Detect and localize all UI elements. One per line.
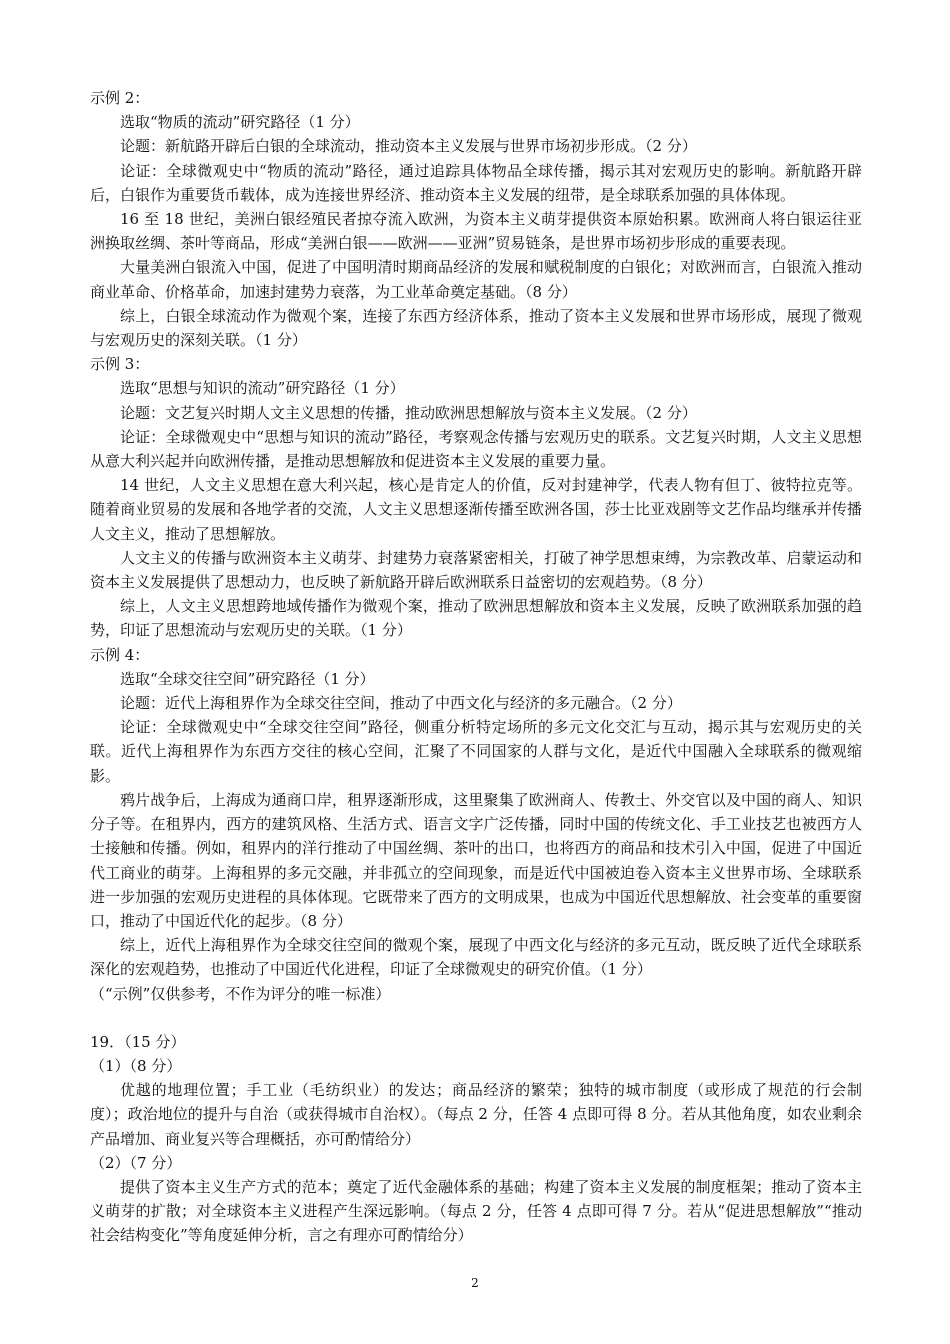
page-number: 2 [471, 1276, 479, 1290]
question-heading: 19．（15 分） [90, 1032, 186, 1051]
argument-paragraph: 16 至 18 世纪，美洲白银经殖民者掠夺流入欧洲，为资本主义萌芽提供资本原始积累。欧洲商人将白银运往亚洲换取丝绸、茶叶等商品，形成“美洲白银——欧洲——亚洲”贸易链条，是世界市场初步形成的重要表现。 [90, 210, 862, 253]
argument-paragraph: 大量美洲白银流入中国，促进了中国明清时期商品经济的发展和赋税制度的白银化；对欧洲而言，白银流入推动商业革命、价格革命，加速封建势力衰落，为工业革命奠定基础。（8 分） [90, 258, 862, 301]
argument-paragraph: 论证：全球微观史中“思想与知识的流动”路径，考察观念传播与宏观历史的联系。文艺复兴时期，人文主义思想从意大利兴起并向欧洲传播，是推动思想解放和促进资本主义发展的重要力量。 [90, 427, 862, 471]
example-heading: 示例 3： [90, 355, 150, 374]
argument-paragraph: 14 世纪，人文主义思想在意大利兴起，核心是肯定人的价值，反对封建神学，代表人物有但丁、彼特拉克等。随着商业贸易的发展和各地学者的交流，人文主义思想逐渐传播至欧洲各国，莎士比亚戏剧等文艺作品均继承并传播人文主义，推动了思想解放。 [90, 476, 862, 543]
argument-paragraph: 人文主义的传播与欧洲资本主义萌芽、封建势力衰落紧密相关，打破了神学思想束缚，为宗教改革、启蒙运动和资本主义发展提供了思想动力，也反映了新航路开辟后欧洲联系日益密切的宏观趋势。（8 分） [90, 548, 862, 592]
subquestion-heading: （1）（8 分） [90, 1056, 182, 1075]
example-heading: 示例 4： [90, 645, 150, 664]
answer-content [90, 86, 862, 1248]
path-choice: 选取“思想与知识的流动”研究路径（1 分） [120, 379, 405, 398]
answer-paragraph: 优越的地理位置；手工业（毛纺织业）的发达；商品经济的繁荣；独特的城市制度（或形成了规范的行会制度）；政治地位的提升与自治（或获得城市自治权）。（每点 2 分，任答 4 点即可得 8 分。若从其他角度，如农业剩余产品增加、商业复兴等合理概括，亦可酌情给分） [90, 1081, 862, 1148]
answer-paragraph: 提供了资本主义生产方式的范本；奠定了近代金融体系的基础；构建了资本主义发展的制度框架；推动了资本主义萌芽的扩散；对全球资本主义进程产生深远影响。（每点 2 分，任答 4 点即可得 7 分。若从“促进思想解放”“推动社会结构变化”等角度延伸分析，言之有理亦可酌情给分） [90, 1177, 862, 1245]
conclusion: 综上，白银全球流动作为微观个案，连接了东西方经济体系，推动了资本主义发展和世界市场形成，展现了微观与宏观历史的深刻关联。（1 分） [90, 306, 862, 350]
example-heading: 示例 2： [90, 89, 150, 107]
thesis: 论题：文艺复兴时期人文主义思想的传播，推动欧洲思想解放与资本主义发展。（2 分） [120, 403, 697, 422]
argument-paragraph: 论证：全球微观史中“物质的流动”路径，通过追踪具体物品全球传播，揭示其对宏观历史的影响。新航路开辟后，白银作为重要货币载体，成为连接世界经济、推动资本主义发展的纽带，是全球联系加强的具体体现。 [90, 161, 862, 204]
argument-paragraph: 论证：全球微观史中“全球交往空间”路径，侧重分析特定场所的多元文化交汇与互动，揭示其与宏观历史的关联。近代上海租界作为东西方交往的核心空间，汇聚了不同国家的人群与文化，是近代中国融入全球联系的微观缩影。 [90, 718, 862, 785]
reference-note: （“示例”仅供参考，不作为评分的唯一标准） [90, 984, 391, 1003]
subquestion-heading: （2）（7 分） [90, 1153, 182, 1172]
spacer [90, 1006, 862, 1030]
path-choice: 选取“物质的流动”研究路径（1 分） [120, 113, 360, 132]
conclusion: 综上，人文主义思想跨地域传播作为微观个案，推动了欧洲思想解放和资本主义发展，反映了欧洲联系加强的趋势，印证了思想流动与宏观历史的关联。（1 分） [90, 597, 862, 640]
path-choice: 选取“全球交往空间”研究路径（1 分） [120, 669, 375, 688]
thesis: 论题：新航路开辟后白银的全球流动，推动资本主义发展与世界市场初步形成。（2 分） [120, 137, 697, 156]
conclusion: 综上，近代上海租界作为全球交往空间的微观个案，展现了中西文化与经济的多元互动，既反映了近代全球联系深化的宏观趋势，也推动了中国近代化进程，印证了全球微观史的研究价值。（1 分） [90, 936, 862, 979]
argument-paragraph: 鸦片战争后，上海成为通商口岸，租界逐渐形成，这里聚集了欧洲商人、传教士、外交官以及中国的商人、知识分子等。在租界内，西方的建筑风格、生活方式、语言文字广泛传播，同时中国的传统文化、手工业技艺也被西方人士接触和传播。例如，租界内的洋行推动了中国丝绸、茶叶的出口，也将西方的商品和技术引入中国，促进了中国近代工商业的萌芽。上海租界的多元交融，并非孤立的空间现象，而是近代中国被迫卷入资本主义世界市场、全球联系进一步加强的宏观历史进程的具体体现。它既带来了西方的文明成果，也成为中国近代思想解放、社会变革的重要窗口，推动了中国近代化的起步。（8 分） [90, 790, 862, 930]
thesis: 论题：近代上海租界作为全球交往空间，推动了中西文化与经济的多元融合。（2 分） [120, 694, 682, 713]
